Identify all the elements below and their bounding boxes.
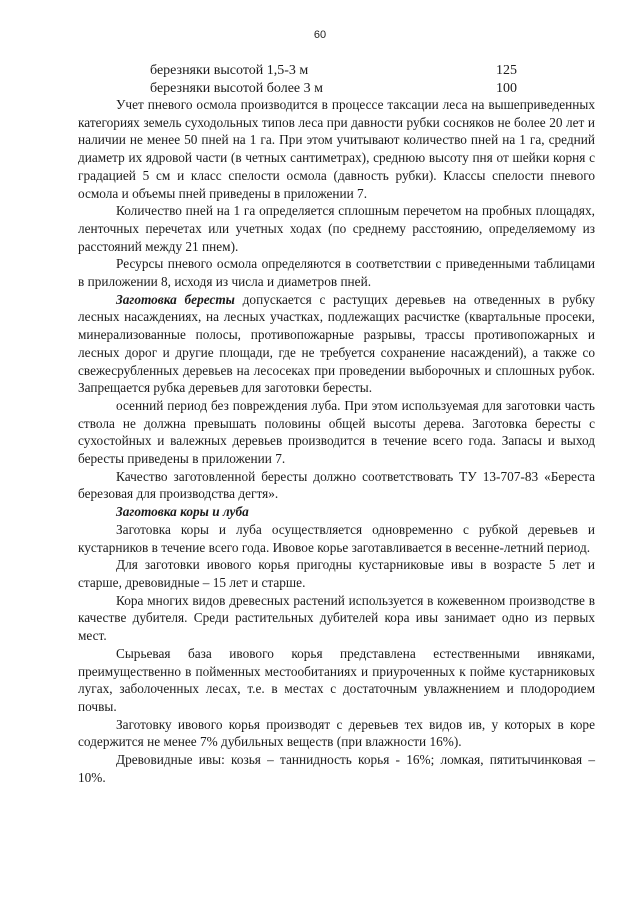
table-row-value: 100 bbox=[496, 81, 517, 96]
page-number: 60 bbox=[313, 29, 327, 41]
table-row-label: березняки высотой 1,5-3 м bbox=[150, 63, 309, 78]
paragraph-raw-material-base: Сырьевая база ивового корья представлена естественными ивняками, преимущественно в пойменных местообитаниях и приуроченных к пойме кустарниковых лугах, заболоченных лесах, т.е. в местах с достаточным увлажнением и плодородием почвы. bbox=[78, 645, 595, 714]
birch-bark-text: допускается с растущих деревьев на отведенных в рубку лесных насаждениях, на лесных участках, подлежащих расчистке (квартальные просеки, минерализованные полосы, противопожарные разрывы, трассы противопожарных и лесных дорог и другие площади, где не требуется сохранение насаждений), а также со свежесрубленных деревьев на лесосеках при проведении выборочных и сплошных рубок. Запрещается рубка деревьев для заготовки бересты. bbox=[78, 291, 595, 396]
birch-bark-heading: Заготовка бересты bbox=[116, 291, 235, 307]
paragraph-tannin-content: Заготовку ивового корья производят с деревьев тех видов ив, у которых в коре содержится не менее 7% дубильных веществ (при влажности 16%). bbox=[78, 716, 595, 750]
paragraph-bark-harvest: Заготовка коры и луба осуществляется одновременно с рубкой деревьев и кустарников в течение всего года. Ивовое корье заготавливается в весенне-летний период. bbox=[78, 521, 595, 555]
table-row-value: 125 bbox=[496, 63, 517, 78]
paragraph-tree-willows: Древовидные ивы: козья – таннидность корья - 16%; ломкая, пятитычинковая – 10%. bbox=[78, 752, 595, 785]
table-row bbox=[150, 62, 530, 80]
table-row-label: березняки высотой более 3 м bbox=[150, 81, 323, 96]
paragraph-birch-bark bbox=[78, 291, 595, 397]
paragraph-tanning: Кора многих видов древесных растений используется в кожевенном производстве в качестве дубителя. Среди растительных дубителей кора ивы занимает одно из первых мест. bbox=[78, 592, 595, 644]
paragraph-stump-count: Количество пней на 1 га определяется сплошным перечетом на пробных площадях, ленточных перечетах или учетных ходах (по среднему расстоянию, определяемому из расстояний между 21 пнем). bbox=[78, 203, 595, 254]
section-heading-bark-bast: Заготовка коры и луба bbox=[116, 504, 249, 520]
paragraph-stump-resources: Ресурсы пневого осмола определяются в соответствии с приведенными таблицами в приложении 8, исходя из числа и диаметров пней. bbox=[78, 256, 595, 290]
paragraph-birch-bark-season: осенний период без повреждения луба. При этом используемая для заготовки часть ствола не должна превышать половины общей высоты дерева. Заготовка бересты с сухостойных и валежных деревьев производится в течение всего года. Запасы и выход бересты приведены в приложении 7. bbox=[78, 397, 595, 467]
paragraph-willow-age: Для заготовки ивового корья пригодны кустарниковые ивы в возрасте 5 лет и старше, древовидные – 15 лет и старше. bbox=[78, 557, 595, 590]
paragraph-birch-bark-quality: Качество заготовленной бересты должно соответствовать ТУ 13-707-83 «Береста березовая для производства дегтя». bbox=[78, 468, 595, 502]
body-text bbox=[78, 96, 595, 786]
paragraph-stump-resin-survey: Учет пневого осмола производится в процессе таксации леса на вышеприведенных категориях земель суходольных типов леса при давности рубки сосняков не более 20 лет и наличии не менее 50 пней на 1 га. При этом учитывают количество пней на 1 га, средний диаметр их ядровой части (в четных сантиметрах), среднюю высоту пня от шейки корня с градацией 5 см и класс спелости осмола (давность рубки). Классы спелости пневого осмола и объемы пней приведены в приложении 7. bbox=[78, 97, 595, 201]
